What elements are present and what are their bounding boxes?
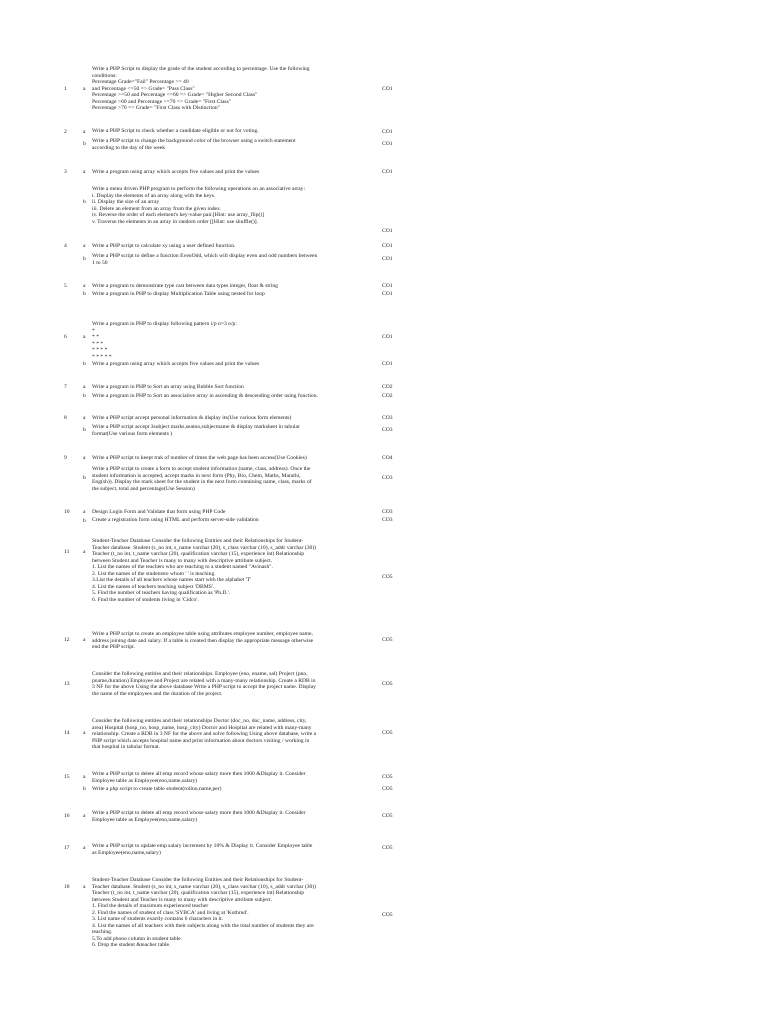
question-part-letter: b [83, 361, 86, 367]
question-text-line: Write a program in PHP to Sort an array using Bubble Sort function [92, 384, 244, 390]
question-number: 17 [64, 845, 70, 851]
question-text-line: Write a PHP script to create a form to accept student information (name, class, address). Once the [92, 466, 311, 472]
question-text-line: Write a PHP script accept personal information & display its(Use various form elements) [92, 415, 292, 421]
course-outcome-code: CO1 [382, 243, 393, 249]
question-number: 7 [64, 384, 67, 390]
question-part-letter: a [83, 129, 86, 135]
question-text-line: Write a PHP script to create an employee table using attributes employee number, employee name, [92, 631, 313, 637]
question-part-letter: a [83, 845, 86, 851]
question-part-letter: a [83, 774, 86, 780]
question-text-line: Percentage >=50 and Percentage <=60 => Grade= "Higher Second Class" [92, 92, 258, 98]
question-text-line: Write a program using array which accepts five values and print the values [92, 361, 260, 367]
question-text-line: conditions: [92, 72, 117, 79]
course-outcome-code: CO5 [382, 730, 393, 736]
question-text-line: 4. List the names of all teachers with their subjects along with the total number of students they are [92, 922, 314, 929]
question-text [92, 186, 354, 225]
question-text-line: Write a program in PHP to Sort an associative array in ascending & descending order using function. [92, 393, 318, 399]
question-text-line: Employee table as Employee(eno,name,salary) [92, 777, 198, 784]
question-number: 11 [64, 549, 70, 555]
question-text-line: iv. Reverse the order of each element's key-value pair.[Hint: use array_flip()] [92, 212, 265, 218]
question-text-line: Write a PHP script to calculate xy using a user defined function. [92, 243, 236, 249]
question-text-line: that hospital in tabular format. [92, 744, 160, 750]
question-text-line: Write a PHP Script to display the grade of the student according to percentage. Use the following [92, 66, 310, 72]
question-number: 6 [64, 334, 67, 340]
question-text-line: Write a PHP script to define a function EvenOdd, which will display even and odd numbers between [92, 253, 318, 259]
course-outcome-code: CO3 [382, 517, 393, 523]
question-text [92, 291, 354, 298]
question-part-letter: b [83, 199, 86, 205]
question-text-line: Consider the following entities and their relationships Doctor (doc_no, doc_name, address, city, [92, 718, 307, 724]
question-text-line: i. Display the elements of an array along with the keys. [92, 192, 216, 199]
course-outcome-code: CO5 [382, 637, 393, 643]
question-text-line: format(Use various form elements ) [92, 430, 173, 437]
course-outcome-code: CO5 [382, 681, 393, 687]
course-outcome-code: CO3 [382, 475, 393, 481]
course-outcome-code: CO5 [382, 813, 393, 819]
course-outcome-code: CO5 [382, 574, 393, 580]
question-part-letter: a [83, 169, 86, 175]
question-text-line: Write a menu driven PHP program to perform the following operations on an associative array: [92, 186, 306, 192]
question-text [92, 424, 354, 437]
question-number: 9 [64, 455, 67, 461]
question-text-line: and Percentage <=50 => Grade= "Pass Class" [92, 85, 195, 92]
question-text [92, 283, 354, 290]
question-text [92, 415, 354, 422]
question-text-line: relationship. Create a RDB in 3 NF for the above and solve following Using above database, write a [92, 731, 317, 737]
question-part-letter: a [83, 283, 86, 289]
course-outcome-code: CO4 [382, 455, 393, 461]
question-text-line: area) Hospital (hosp_no, hosp_name, hosp_city) Doctor and Hospital are related with many-many [92, 724, 312, 731]
question-part-letter: b [83, 393, 86, 399]
question-text [92, 631, 354, 651]
question-text [92, 455, 354, 462]
question-part-letter: a [83, 730, 86, 736]
question-text-line: Teacher database. Student (s_no int, s_name varchar (20), s_class varchar (10), s_addr varchar (30)) [92, 544, 317, 551]
question-part-letter: a [83, 334, 86, 340]
question-text-line: 2. Find the names of student of class 'SYBCA' and living at 'Kothrud'. [92, 909, 249, 916]
question-part-letter: b [83, 518, 86, 524]
question-text-line: 3 NF for the above Using the above database Write a PHP script to accept the project name. Display [92, 684, 316, 690]
question-text-line: Percentage >60 and Percentage <=70 => Grade= "First Class" [92, 98, 232, 105]
question-text-line: end the PHP script. [92, 644, 135, 650]
question-part-letter: a [83, 813, 86, 819]
question-text-line: Teacher (t_no int, t_name varchar (20), qualification varchar (15), experience int) Relationship [92, 551, 305, 557]
question-text-line: Percentage >70 => Grade= "First Class with Distinction" [92, 105, 220, 111]
question-text-line: 3. List name of students exactly contains 6 characters in it. [92, 916, 224, 922]
question-text [92, 66, 354, 112]
question-text-line: Student-Teacher Database Consider the following Entities and their Relationships for Student- [92, 877, 304, 883]
question-text-line: Teacher (t_no int, t_name varchar (20), qualification varchar (15), experience int) Relationship [92, 890, 305, 896]
course-outcome-code: CO5 [382, 774, 393, 780]
course-outcome-code: CO1 [382, 169, 393, 175]
question-number: 2 [64, 129, 67, 135]
question-text [92, 509, 354, 516]
question-text-line: between Student and Teacher is many to many with descriptive attribute subject. [92, 896, 273, 903]
question-number: 15 [64, 774, 70, 780]
course-outcome-code: CO1 [382, 129, 393, 135]
question-part-letter: b [83, 256, 86, 262]
question-part-letter: a [83, 637, 86, 643]
question-text-line: the name of the employees and the duration of the project. [92, 690, 223, 697]
question-number: 16 [64, 813, 70, 819]
question-text-line: * * * * [92, 347, 108, 353]
question-number: 4 [64, 243, 67, 249]
question-text-line: v. Traverse the elements in an array in random order [[Hint: use shuffle()]. [92, 218, 259, 225]
question-text-line: Student-Teacher Database Consider the following Entities and their Relationships for Student- [92, 538, 304, 544]
question-text-line: according to the day of the week [92, 144, 166, 151]
question-text-line: 1. Find the details of maximum experienced teacher [92, 903, 209, 909]
question-number: 18 [64, 884, 70, 890]
course-outcome-code: CO1 [382, 86, 393, 92]
question-part-letter: b [83, 475, 86, 481]
question-text-line: Write a program using array which accepts five values and print the values [92, 169, 260, 175]
question-text [92, 671, 354, 697]
question-text-line: Write a php script to create table student(rollno,name,per) [92, 786, 222, 792]
question-text-line: Write a program in PHP to display Multiplication Table using nested for loop [92, 291, 265, 297]
course-outcome-code: CO3 [382, 427, 393, 433]
question-number: 10 [64, 509, 70, 515]
question-text-line: Write a PHP script to update emp salary increment by 10% & Display it. Consider Employee table [92, 843, 313, 849]
question-text-line: Consider the following entities and their relationships. Employee (eno, ename, sal) Project (pno, [92, 671, 308, 677]
question-part-letter: a [83, 884, 86, 890]
question-text-line: * * * [92, 340, 104, 347]
question-text-line: the subject, total and percentage(Use Session) [92, 485, 195, 492]
question-number: 13 [64, 681, 70, 687]
course-outcome-code: CO1 [382, 291, 393, 297]
question-text-line: Create a registration form using HTML and perform server-side validation [92, 517, 259, 523]
question-number: 14 [64, 730, 70, 736]
question-text-line: Write a PHP script to keept trak of number of times the web page has been access(Use Cookies) [92, 455, 307, 461]
question-text-line: 2. List the names of the studentsto whom ' ' is teaching. [92, 570, 216, 577]
question-part-letter: b [83, 786, 86, 792]
question-text [92, 771, 354, 784]
question-text-line: Write a PHP script to change the background color of the browser using a switch statement [92, 138, 296, 144]
question-text-line: Percentage Grade="Fail" Percentage >= 40 [92, 79, 189, 85]
question-number: 5 [64, 283, 67, 289]
question-part-letter: a [83, 455, 86, 461]
question-text-line: 6. Find the number of students living in 'Cidco'. [92, 596, 199, 603]
question-number: 12 [64, 637, 70, 643]
course-outcome-code: CO2 [382, 384, 393, 390]
question-text [92, 718, 354, 751]
question-text-line: 5. Find the number of teachers having qualification as 'Ph.D.'. [92, 590, 231, 596]
question-text-line: 1 to 50 [92, 259, 108, 266]
question-text-line: 4. List the names of teachers teaching subject 'DBMS'. [92, 583, 215, 590]
question-part-letter: b [83, 291, 86, 297]
question-text-line: Teacher database. Student (s_no int, s_name varchar (20), s_class varchar (10), s_addr varchar (30)) [92, 883, 317, 890]
question-part-letter: a [83, 549, 86, 555]
question-text [92, 466, 354, 492]
course-outcome-code: CO5 [382, 912, 393, 918]
question-text [92, 393, 354, 400]
question-text [92, 128, 354, 135]
course-outcome-code: CO3 [382, 415, 393, 421]
question-text-line: Write a PHP script to delete all emp record whose salary more then 1000 &Display it. Consider [92, 771, 306, 777]
question-text-line: as Employee(eno,name,salary) [92, 849, 161, 856]
question-text-line: teaching. [92, 929, 113, 935]
question-text-line: PHP script which accepts hospital name and print information about doctors visiting / working in [92, 737, 310, 744]
question-text-line: address joining date and salary. If a table is created then display the appropriate message otherwise [92, 637, 314, 644]
question-text [92, 321, 354, 360]
question-text-line: 3.List the details of all teachers whose names start with the alphabet 'T' [92, 577, 252, 583]
question-text-line: Write a program to demonstrate type cast between data types integer, float & string [92, 283, 278, 289]
question-text [92, 361, 354, 368]
question-text-line: between Student and Teacher is many to many with descriptive attribute subject. [92, 557, 273, 564]
question-text [92, 786, 354, 793]
question-number: 1 [64, 86, 67, 92]
question-text-line: iii. Delete an element from an array from the given index. [92, 205, 222, 212]
question-part-letter: b [83, 427, 86, 433]
question-text-line: Design Login Form and Validate that form using PHP Code [92, 509, 226, 515]
question-text-line: 6. Drop the student &teacher table. [92, 942, 171, 948]
question-part-letter: a [83, 384, 86, 390]
question-part-letter: a [83, 243, 86, 249]
question-part-letter: a [83, 86, 86, 92]
question-text [92, 877, 354, 949]
question-text-line: 5.To add phono column in student table. [92, 935, 183, 942]
question-text-line: Eng(sh)). Display the mark sheet for the student in the next form containing name, class, marks of [92, 479, 312, 485]
question-text-line: Write a PHP script accept 3subject marks,seatno,subjectname & display marksheet in tabular [92, 424, 300, 430]
question-part-letter: b [83, 141, 86, 147]
question-text-line: Employee table as Employee(eno,name,salary) [92, 816, 198, 823]
question-text-line: Write a PHP script to delete all emp record whose salary more then 1000 &Display it. Consider [92, 810, 306, 816]
question-number: 8 [64, 415, 67, 421]
course-outcome-code: CO1 [382, 141, 393, 147]
course-outcome-code: CO5 [382, 786, 393, 792]
course-outcome-code: CO1 [382, 334, 393, 340]
question-text-line: pname,duration) Employee and Project are related with a many-many relationship. Create a RDB in [92, 677, 316, 684]
question-text [92, 517, 354, 524]
question-text [92, 169, 354, 176]
question-text [92, 843, 354, 856]
course-outcome-code: CO2 [382, 393, 393, 399]
question-text-line: 1. List the names of the teachers who are teaching to a student named "Avinash". [92, 564, 273, 570]
question-number: 3 [64, 169, 67, 175]
question-text-line: Write a PHP Script to check whether a candidate eligible or not for voting. [92, 128, 259, 134]
question-text [92, 243, 354, 250]
question-text-line: * * [92, 334, 99, 340]
question-text-line: * * * * * [92, 353, 112, 360]
question-text-line: Write a program in PHP to display following pattern i/p n=3 o/p: [92, 321, 237, 327]
course-outcome-code: CO1 [382, 283, 393, 289]
course-outcome-code: CO1 [382, 256, 393, 262]
course-outcome-code: CO3 [382, 509, 393, 515]
question-text-line: * [92, 327, 95, 334]
question-text [92, 138, 354, 151]
question-text-line: ii. Display the size of an array [92, 199, 160, 205]
course-outcome-code: CO1 [382, 228, 393, 234]
question-text [92, 384, 354, 391]
question-part-letter: a [83, 415, 86, 421]
question-text [92, 538, 354, 603]
course-outcome-code: CO1 [382, 361, 393, 367]
course-outcome-code: CO5 [382, 845, 393, 851]
question-part-letter: a [83, 509, 86, 515]
question-text [92, 253, 354, 266]
question-text-line: student information is accepted, accept marks in next form (Phy, Bio, Chem, Maths, Marathi, [92, 472, 301, 479]
question-text [92, 810, 354, 823]
